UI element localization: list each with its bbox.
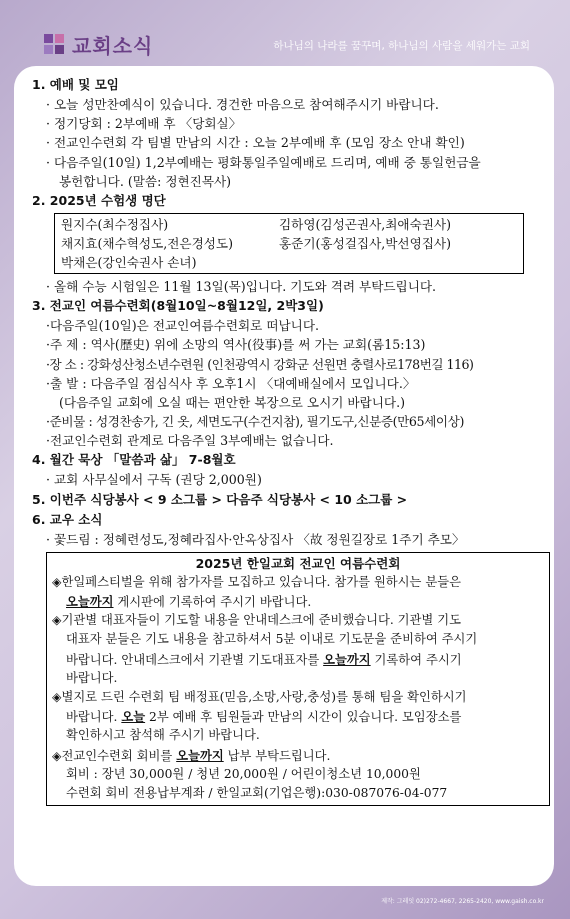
exam-name: [279, 253, 509, 272]
logo-icon: [44, 34, 64, 54]
retreat-line-1: ·다음주일(10일)은 전교인여름수련회로 떠납니다.: [46, 318, 320, 334]
section-heading-retreat: 3. 전교인 여름수련회(8월10일~8월12일, 2박3일): [32, 298, 324, 314]
news-content: [32, 75, 544, 806]
notice-line: 확인하시고 참석해 주시기 바랍니다.: [66, 728, 260, 743]
worship-line-1: · 오늘 성만찬예식이 있습니다. 경건한 마음으로 참여해주시기 바랍니다.: [46, 97, 439, 112]
exam-name: 홍준기(홍성걸집사,박선영집사): [279, 235, 451, 251]
news-card: [14, 66, 554, 886]
notice-emphasis: 오늘까지: [176, 747, 224, 763]
notice-text: 게시판에 기록하여 주시기 바랍니다.: [113, 595, 312, 609]
retreat-notice-box: [46, 552, 550, 806]
notice-line: [52, 592, 544, 611]
notice-line: ◈별지로 드린 수련회 팀 배정표(믿음,소망,사랑,충성)를 통해 팀을 확인하시기: [52, 689, 467, 704]
notice-emphasis: 오늘: [121, 709, 146, 725]
notice-title: 2025년 한일교회 전교인 여름수련회: [195, 555, 401, 571]
retreat-line-2: ·주 제 : 역사(歷史) 위에 소망의 역사(役事)를 써 가는 교회(롬15:13): [46, 337, 426, 353]
notice-text: 바랍니다.: [66, 710, 122, 725]
top-bar: [0, 0, 570, 62]
section-heading-exam: 2. 2025년 수험생 명단: [32, 192, 166, 208]
retreat-line-3: ·장 소 : 강화성산청소년수련원 (인천광역시 강화군 선원면 충렬사로178번길 116): [46, 356, 474, 372]
worship-line-2: · 정기당회 : 2부예배 후 〈당회실〉: [46, 116, 242, 132]
retreat-line-5: (다음주일 교회에 오실 때는 편안한 복장으로 오시기 바랍니다.): [59, 394, 405, 410]
notice-text: 납부 부탁드립니다.: [223, 748, 331, 763]
notice-line: [52, 650, 544, 669]
notice-line: ◈한일페스티벌을 위해 참가자를 모집하고 있습니다. 참가를 원하시는 분들은: [52, 574, 461, 589]
exam-name: 채지효(채수혁성도,전은경성도): [61, 235, 233, 251]
notice-text: 2부 예배 후 팀원들과 만남의 시간이 있습니다. 모임장소를: [145, 710, 462, 725]
exam-name: 박채은(강인숙권사 손녀): [61, 254, 197, 270]
notice-line: 수련회 회비 전용납부계좌 / 한일교회(기업은행):030-087076-04-077: [66, 785, 448, 800]
notice-text: 바랍니다. 안내데스크에서 기관별 기도대표자를: [66, 652, 324, 667]
notice-line: 바랍니다.: [66, 670, 118, 685]
notice-emphasis: 오늘까지: [66, 594, 114, 609]
exam-note: · 올해 수능 시험일은 11월 13일(목)입니다. 기도와 격려 부탁드립니다.: [46, 278, 437, 294]
worship-line-5: 봉헌합니다. (말씀: 정현진목사): [59, 173, 232, 189]
notice-line: ◈기관별 대표자들이 기도할 내용을 안내데스크에 준비했습니다. 기관별 기도: [52, 613, 461, 628]
exam-name: 김하영(김성곤권사,최애숙권사): [279, 216, 451, 232]
members-line-1: · 꽃드림 : 정혜련성도,정혜라집사·안옥상집사 〈故 정원길장로 1주기 추모〉: [46, 531, 465, 547]
devotional-line-1: · 교회 사무실에서 구독 (권당 2,000원): [46, 472, 262, 488]
retreat-line-7: ·전교인수련회 관계로 다음주일 3부예배는 없습니다.: [46, 433, 334, 449]
exam-names-box: [54, 213, 524, 274]
notice-line: [52, 707, 544, 726]
worship-line-4: · 다음주일(10일) 1,2부예배는 평화통일주일예배로 드리며, 예배 중 통일헌금을: [46, 154, 481, 170]
notice-line: 대표자 분들은 기도 내용을 참고하셔서 5분 이내로 기도문을 준비하여 주시기: [66, 632, 478, 647]
notice-line: 회비 : 장년 30,000원 / 청년 20,000원 / 어린이청소년 10,000원: [66, 766, 421, 781]
worship-line-3: · 전교인수련회 각 팀별 만남의 시간 : 오늘 2부예배 후 (모임 장소 안내 확인): [46, 135, 465, 151]
section-heading-kitchen: 5. 이번주 식당봉사 < 9 소그룹 > 다음주 식당봉사 < 10 소그룹 >: [32, 491, 408, 507]
retreat-line-4: ·출 발 : 다음주일 점심식사 후 오후1시 〈대예배실에서 모입니다.〉: [46, 375, 416, 391]
notice-text: ◈전교인수련회 회비를: [52, 748, 177, 763]
retreat-line-6: ·준비물 : 성경찬송가, 긴 옷, 세면도구(수건지참), 필기도구,신분증(만65세이상): [46, 414, 464, 430]
page-title: 교회소식: [72, 34, 154, 58]
notice-text: 기록하여 주시기: [370, 652, 462, 667]
section-heading-members: 6. 교우 소식: [32, 511, 103, 527]
notice-line: [52, 746, 544, 765]
footer-credit: 제작: 그레잇 02)272-4667, 2265-2420, www.gaish.co.kr: [381, 898, 544, 905]
notice-emphasis: 오늘까지: [323, 651, 371, 667]
section-heading-devotional: 4. 월간 묵상 「말씀과 삶」 7-8월호: [32, 452, 236, 468]
church-motto: 하나님의 나라를 꿈꾸며, 하나님의 사람을 세워가는 교회: [273, 40, 530, 52]
section-heading-worship: 1. 예배 및 모임: [32, 77, 119, 92]
exam-name: 원지수(최수정집사): [61, 216, 169, 232]
